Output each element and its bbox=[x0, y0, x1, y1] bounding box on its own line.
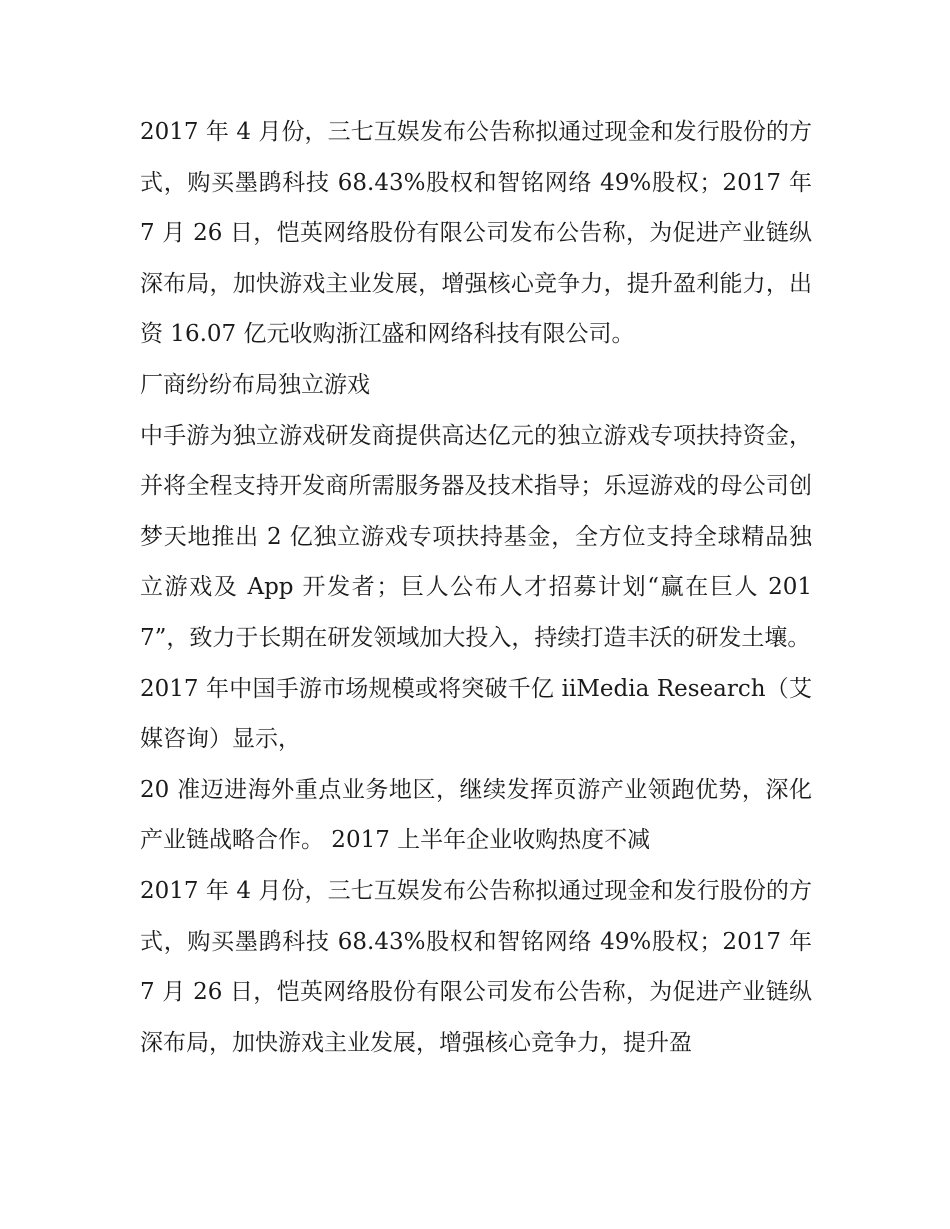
document-body bbox=[140, 107, 812, 1068]
paragraph-indie-funds: 中手游为独立游戏研发商提供高达亿元的独立游戏专项扶持资金，并将全程支持开发商所需服务器及技术指导；乐逗游戏的母公司创梦天地推出 2 亿独立游戏专项扶持基金，全方位支持全球精品独立游戏及 App 开发者；巨人公布人才招募计划“赢在巨人 2017”，致力于长期在研发领域加大投入，持续打造丰沃的研发土壤。 bbox=[140, 422, 812, 651]
paragraph-market-scale: 2017 年中国手游市场规模或将突破千亿 iiMedia Research（艾媒咨询）显示， bbox=[140, 675, 812, 753]
section-heading-indie-games: 厂商纷纷布局独立游戏 bbox=[140, 371, 370, 398]
paragraph-acquisitions-repeat: 2017 年 4 月份，三七互娱发布公告称拟通过现金和发行股份的方式，购买墨鹍科技 68.43%股权和智铭网络 49%股权；2017 年 7 月 26 日，恺英网络股份有限公司发布公告称，为促进产业链纵深布局，加快游戏主业发展，增强核心竞争力，提升盈 bbox=[140, 877, 812, 1056]
paragraph-acquisitions: 2017 年 4 月份，三七互娱发布公告称拟通过现金和发行股份的方式，购买墨鹍科技 68.43%股权和智铭网络 49%股权；2017 年 7 月 26 日，恺英网络股份有限公司发布公告称，为促进产业链纵深布局，加快游戏主业发展，增强核心竞争力，提升盈利能力，出资 16.07 亿元收购浙江盛和网络科技有限公司。 bbox=[140, 119, 812, 348]
paragraph-overseas: 20 准迈进海外重点业务地区，继续发挥页游产业领跑优势，深化产业链战略合作。 2017 上半年企业收购热度不减 bbox=[140, 776, 812, 854]
